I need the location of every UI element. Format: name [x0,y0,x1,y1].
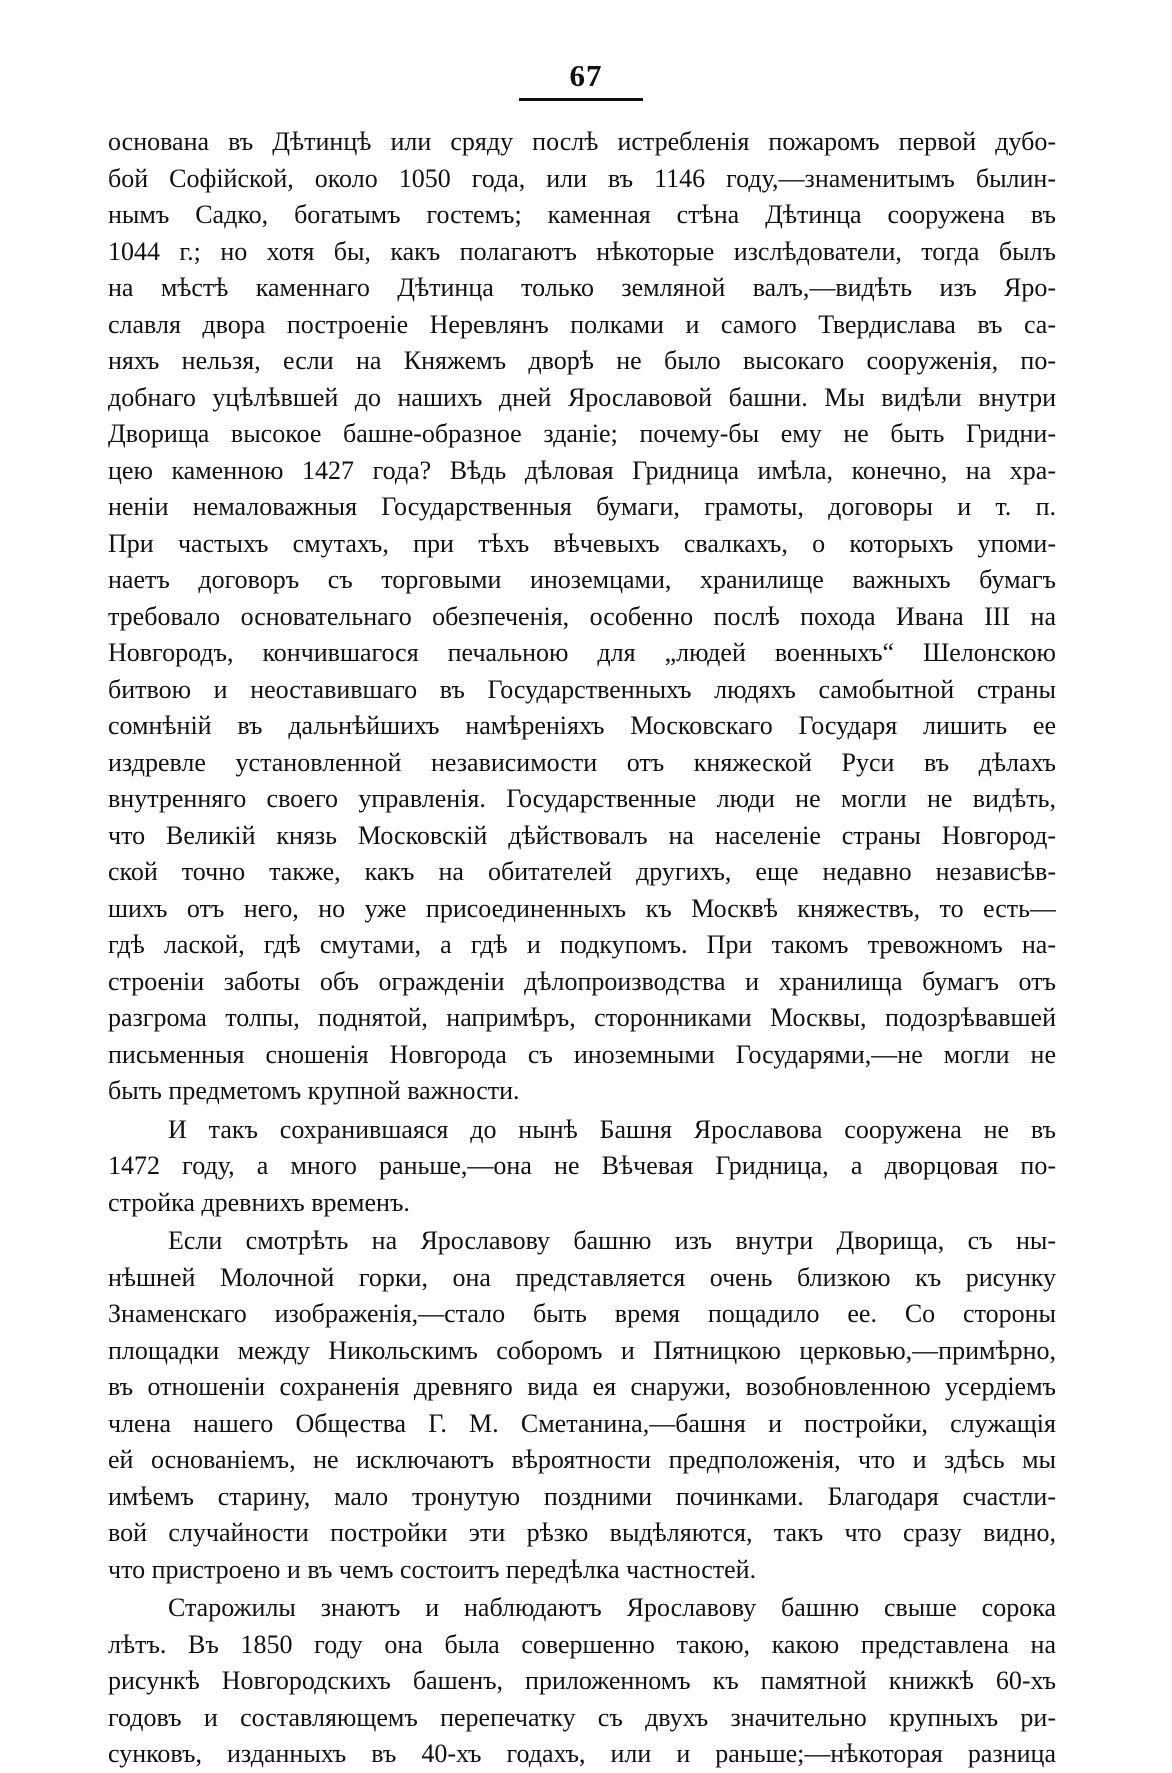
text-line: быть предметомъ крупной важности. [108,1076,520,1105]
text-line: издревле установленной независимости отъ княжеской Руси въ дѣлахъ [108,747,1056,777]
text-line: Знаменскаго изображенія,—стало быть время пощадило ее. Со стороны [108,1299,1056,1328]
paragraph [108,1590,1056,1773]
text-line: вой случайности постройки эти рѣзко выдѣляются, такъ что сразу видно, [108,1518,1056,1547]
text-line: няхъ нельзя, если на Княжемъ дворѣ не было высокаго сооруженія, по- [108,346,1056,375]
text-line: нѣшней Молочной горки, она представляется очень близкою къ рисунку [108,1262,1056,1292]
text-line: наетъ договоръ съ торговыми иноземцами, хранилище важныхъ бумагъ [108,565,1056,594]
text-line: бой Софійской, около 1050 года, или въ 1146 году,—знаменитымъ былин- [108,163,1056,193]
paragraph [108,1112,1056,1222]
paragraph [108,1223,1056,1588]
text-line: шихъ отъ него, но уже присоединенныхъ къ Москвѣ княжествъ, то есть— [108,893,1056,923]
text-line: стройка древнихъ временъ. [108,1187,410,1217]
text-line: 1044 г.; но хотя бы, какъ полагаютъ нѣкоторые изслѣдователи, тогда былъ [108,236,1056,266]
text-line: ей основаніемъ, не исключаютъ вѣроятности предположенія, что и здѣсь мы [108,1445,1056,1474]
text-line: разгрома толпы, поднятой, напримѣръ, сторонниками Москвы, подозрѣвавшей [108,1003,1056,1032]
text-line: цею каменною 1427 года? Вѣдь дѣловая Гридница имѣла, конечно, на хра- [108,455,1056,485]
text-line: Новгородъ, кончившагося печальною для „людей военныхъ“ Шелонскою [108,638,1056,667]
text-line: требовало основательнаго обезпеченія, особенно послѣ похода Ивана III на [108,601,1056,631]
text-line: Если смотрѣть на Ярославову башню изъ внутри Дворища, съ ны- [168,1226,1056,1255]
text-line: годовъ и составляющемъ перепечатку съ двухъ значительно крупныхъ ри- [108,1702,1056,1732]
page-number-rule [519,98,643,101]
text-line: нымъ Садко, богатымъ гостемъ; каменная стѣна Дѣтинца сооружена въ [108,200,1056,229]
text-line: имѣемъ старину, мало тронутую поздними починками. Благодаря счастли- [108,1481,1056,1511]
text-line: ской точно также, какъ на обитателей другихъ, еще недавно независѣв- [108,857,1056,886]
text-line: письменныя сношенія Новгорода съ иноземными Государями,—не могли не [108,1039,1056,1069]
text-line: гдѣ лаской, гдѣ смутами, а гдѣ и подкупомъ. При такомъ тревожномъ на- [108,930,1056,959]
page-number: 67 [569,58,603,93]
text-line: добнаго уцѣлѣвшей до нашихъ дней Ярославовой башни. Мы видѣли внутри [108,382,1056,412]
text-line: Старожилы знаютъ и наблюдаютъ Ярославову башню свыше сорока [168,1593,1056,1622]
text-line: строеніи заботы объ огражденіи дѣлопроизводства и хранилища бумагъ отъ [108,966,1056,996]
text-line: сомнѣній въ дальнѣйшихъ намѣреніяхъ Московскаго Государя лишить ее [108,711,1056,740]
text-line: Дворища высокое башне-образное зданіе; почему-бы ему не быть Гридни- [108,419,1056,448]
text-line: площадки между Никольскимъ соборомъ и Пятницкою церковью,—примѣрно, [108,1335,1056,1365]
text-line: неніи немаловажныя Государственныя бумаги, грамоты, договоры и т. п. [108,492,1056,521]
text-line: славля двора построеніе Неревлянъ полками и самого Твердислава въ са- [108,309,1056,339]
text-line: рисункѣ Новгородскихъ башенъ, приложенномъ къ памятной книжкѣ 60-хъ [108,1666,1056,1695]
text-line: въ отношеніи сохраненія древняго вида ея снаружи, возобновленною усердіемъ [108,1372,1056,1401]
text-line: на мѣстѣ каменнаго Дѣтинца только земляной валъ,—видѣть изъ Яро- [108,273,1056,302]
text-line: И такъ сохранившаяся до нынѣ Башня Ярославова сооружена не въ [168,1114,1056,1144]
paragraph [108,124,1056,1110]
text-line: При частыхъ смутахъ, при тѣхъ вѣчевыхъ свалкахъ, о которыхъ упоми- [108,528,1056,558]
text-line: лѣтъ. Въ 1850 году она была совершенно такою, какою представлена на [108,1629,1056,1659]
text-line: основана въ Дѣтинцѣ или сряду послѣ истребленія пожаромъ первой дубо- [108,127,1056,156]
text-line: сунковъ, изданныхъ въ 40-хъ годахъ, или и раньше;—нѣкоторая разница [108,1739,1056,1768]
text-line: что Великій князь Московскій дѣйствовалъ на населеніе страны Новгород- [108,820,1056,850]
body-text [108,124,1056,1773]
text-line: 1472 году, а много раньше,—она не Вѣчевая Гридница, а дворцовая по- [108,1151,1056,1180]
text-line: битвою и неоставившаго въ Государственныхъ людяхъ самобытной страны [108,674,1056,704]
text-line: что пристроено и въ чемъ состоитъ передѣлка частностей. [108,1554,757,1584]
text-line: члена нашего Общества Г. М. Сметанина,—башня и постройки, служащія [108,1408,1056,1438]
text-line: внутренняго своего управленія. Государственные люди не могли не видѣть, [108,784,1056,813]
